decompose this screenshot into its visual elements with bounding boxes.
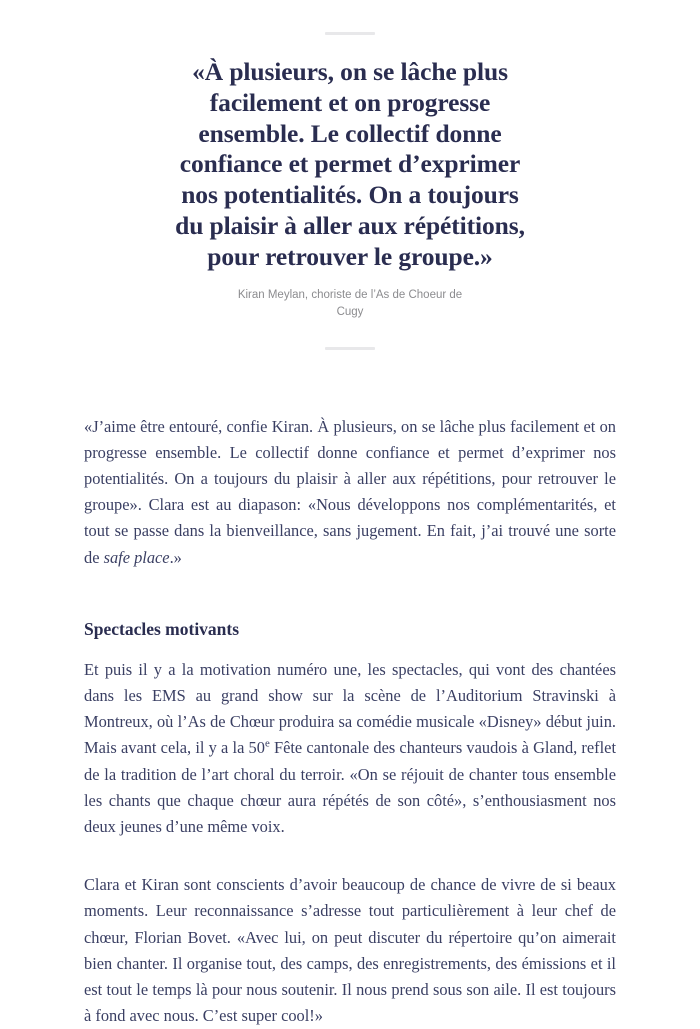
pull-quote-text: «À plusieurs, on se lâche plus facilement et on progresse ensemble. Le collectif donne confiance et permet d’exprimer nos potentialités. On a toujours du plaisir à aller aux répétitions, pour retrouver le groupe.» bbox=[175, 57, 525, 271]
paragraph-two-text-b: Fête cantonale des chanteurs vaudois à Gland, reflet de la tradition de l’art choral du terroir. «On se réjouit de chanter tous ensemble les chants que chaque chœur aura répétés de son côté», s’enthousiasment nos deux jeunes d’une même voix. bbox=[84, 738, 617, 837]
divider-rule-bottom bbox=[325, 347, 375, 350]
paragraph-two-text-a: Et puis il y a la motivation numéro une, les spectacles, qui vont des chantées dans les EMS au grand show sur la scène de l’Auditorium Stravinski à Montreux, où l’As de Chœur produira sa comédie musicale «Disney» début juin. Mais avant cela, il y a la 50 bbox=[84, 659, 616, 758]
paragraph-two bbox=[84, 657, 616, 840]
paragraph-one bbox=[84, 414, 616, 571]
ordinal-superscript: e bbox=[264, 737, 270, 750]
paragraph-one-text: «J’aime être entouré, confie Kiran. À plusieurs, on se lâche plus facilement et on progresse ensemble. Le collectif donne confiance et permet d’exprimer nos potentialités. On a toujours du plaisir à aller aux répétitions, pour retrouver le groupe». Clara est au diapason: «Nous développons nos complémentarités, et tout se passe dans la bienveillance, sans jugement. En fait, j’ai trouvé une sorte de bbox=[84, 416, 616, 567]
subheading-spacer bbox=[84, 603, 616, 617]
divider-rule-top bbox=[325, 32, 375, 35]
paragraph-three: Clara et Kiran sont conscients d’avoir beaucoup de chance de vivre de si beaux moments. Leur reconnaissance s’adresse tout particulièrement à leur chef de chœur, Florian Bovet. «Avec lui, on peut discuter du répertoire qu’on aimerait bien chanter. Il organise tout, des camps, des enregistrements, des émissions et il est tout le temps là pour nous soutenir. Il nous prend sous son aile. Il est toujours à fond avec nous. C’est super cool!» bbox=[84, 875, 616, 1026]
paragraph-one-text-end: .» bbox=[169, 547, 182, 567]
paragraph-one-italic-phrase: safe place bbox=[103, 547, 170, 567]
section-subheading: Spectacles motivants bbox=[84, 618, 240, 639]
pull-quote-attribution: Kiran Meylan, choriste de l’As de Choeur de Cugy bbox=[237, 288, 463, 318]
article-body bbox=[84, 366, 616, 1029]
article-page bbox=[0, 16, 700, 1026]
pull-quote-block bbox=[40, 16, 660, 350]
